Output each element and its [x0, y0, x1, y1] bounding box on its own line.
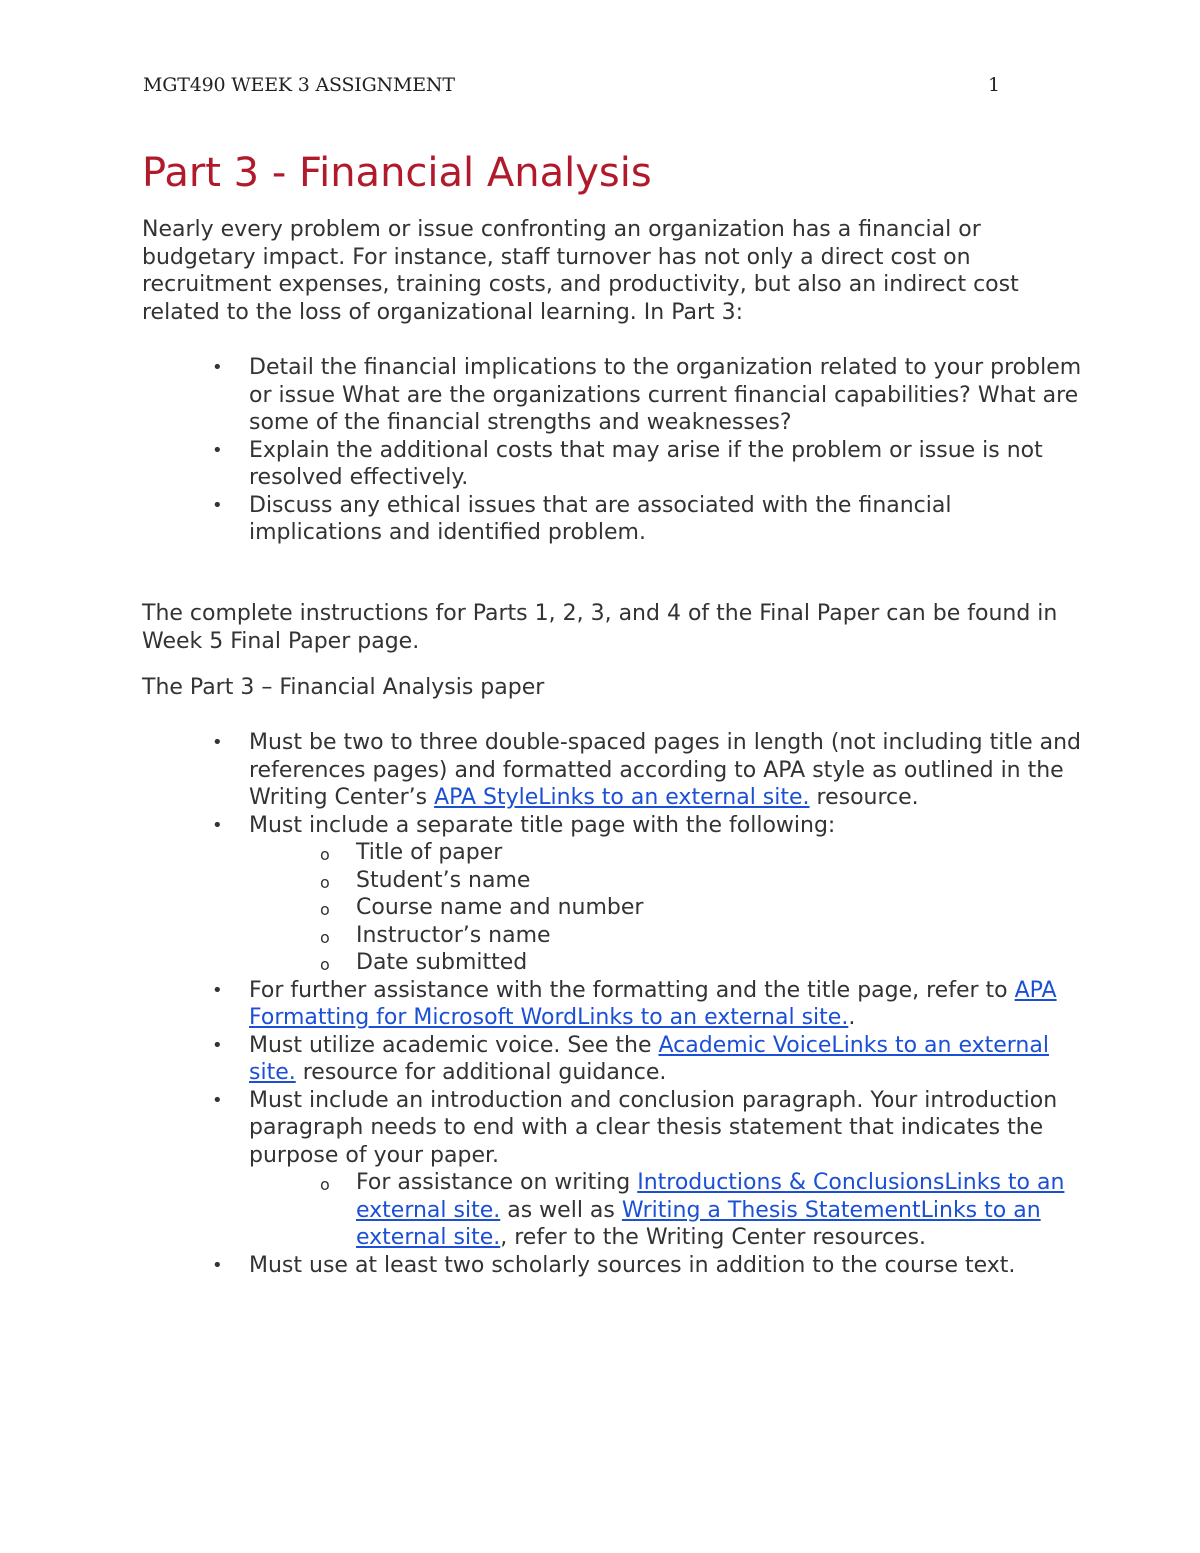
requirement-text: Must be two to three double-spaced pages in length (not including title and references pages) and formatted according to APA style as outlined in the Writing Center’s	[249, 730, 1082, 810]
sub-list-item	[142, 922, 1082, 950]
requirement-text: For further assistance with the formatting and the title page, refer to	[249, 977, 1015, 1003]
sub-bullet-marker: o	[320, 900, 330, 919]
academic-voice-link[interactable]: Academic VoiceLinks to an external site.	[249, 1032, 1049, 1085]
sub-list-item	[142, 1169, 1082, 1252]
list-item	[142, 354, 1082, 437]
requirements-list	[142, 729, 1082, 1279]
instructions-note: The complete instructions for Parts 1, 2, 3, and 4 of the Final Paper can be found in Week 5 Final Paper page.	[142, 601, 1058, 654]
bullet-marker: •	[212, 494, 223, 516]
page-number: 1	[988, 74, 1001, 96]
requirement-text: For assistance on writing	[356, 1170, 638, 1195]
bullet-marker: •	[212, 732, 223, 753]
bullet-marker: •	[212, 1254, 223, 1276]
intro-paragraph: Nearly every problem or issue confronting an organization has a financial or budgetary impact. For instance, staff turnover has not only a direct cost on recruitment expenses, training costs, and productivity, but also an indirect cost related to the loss of organizational learning. In Part 3:	[142, 217, 1019, 325]
requirement-text: as well as	[500, 1197, 622, 1223]
bullet-marker: •	[212, 357, 223, 378]
page-title: Part 3 - Financial Analysis	[142, 150, 652, 196]
list-item	[142, 437, 1082, 492]
bullet-marker: •	[212, 439, 223, 461]
requirement-text: .	[848, 1005, 856, 1030]
running-header: MGT490 WEEK 3 ASSIGNMENT	[143, 74, 455, 96]
thesis-statement-link[interactable]: Writing a Thesis StatementLinks to an external site.	[356, 1197, 1041, 1250]
sub-list-item	[142, 867, 1082, 895]
requirement-text: resource.	[809, 785, 919, 810]
requirement-text: resource for additional guidance.	[295, 1060, 667, 1085]
list-item	[142, 1252, 1082, 1280]
requirement-text: Must utilize academic voice. See the	[249, 1032, 659, 1058]
title-page-item: Instructor’s name	[356, 922, 551, 948]
task-list	[142, 354, 1082, 547]
title-page-item: Student’s name	[356, 867, 531, 893]
bullet-marker: •	[212, 979, 223, 1001]
sub-bullet-marker: o	[320, 845, 330, 864]
requirement-text: , refer to the Writing Center resources.	[500, 1225, 927, 1250]
list-item	[142, 729, 1082, 812]
sub-list-item	[142, 839, 1082, 867]
list-item	[142, 977, 1082, 1032]
sub-bullet-marker: o	[320, 872, 330, 892]
sub-bullet-marker: o	[320, 955, 330, 974]
apa-style-link[interactable]: APA StyleLinks to an external site.	[434, 785, 810, 810]
task-text: Explain the additional costs that may arise if the problem or issue is not resolved effectively.	[249, 437, 1043, 490]
requirement-text: Must include an introduction and conclusion paragraph. Your introduction paragraph needs to end with a clear thesis statement that indicates the purpose of your paper.	[249, 1087, 1058, 1168]
requirement-text: Must use at least two scholarly sources in addition to the course text.	[249, 1252, 1016, 1278]
sub-bullet-marker: o	[320, 927, 330, 947]
title-page-item: Title of paper	[356, 840, 503, 865]
task-text: Detail the financial implications to the organization related to your problem or issue What are the organizations current financial capabilities? What are some of the financial strengths and weaknesses?	[249, 355, 1082, 435]
list-item	[142, 492, 1082, 547]
apa-formatting-link[interactable]: APA Formatting for Microsoft WordLinks to an external site.	[249, 977, 1057, 1030]
title-page-item: Course name and number	[356, 895, 644, 920]
list-item	[142, 812, 1082, 840]
bullet-marker: •	[212, 1034, 223, 1056]
sub-bullet-marker: o	[320, 1175, 330, 1194]
sub-list-item	[142, 949, 1082, 977]
task-text: Discuss any ethical issues that are associated with the financial implications and identified problem.	[249, 492, 952, 545]
requirement-text: Must include a separate title page with the following:	[249, 812, 836, 838]
title-page-item: Date submitted	[356, 950, 528, 975]
sub-list-item	[142, 894, 1082, 922]
paper-intro: The Part 3 – Financial Analysis paper	[142, 675, 545, 700]
bullet-marker: •	[212, 814, 223, 836]
introductions-conclusions-link[interactable]: Introductions & ConclusionsLinks to an external site.	[356, 1170, 1065, 1223]
list-item	[142, 1032, 1082, 1087]
list-item	[142, 1087, 1082, 1170]
bullet-marker: •	[212, 1089, 223, 1111]
